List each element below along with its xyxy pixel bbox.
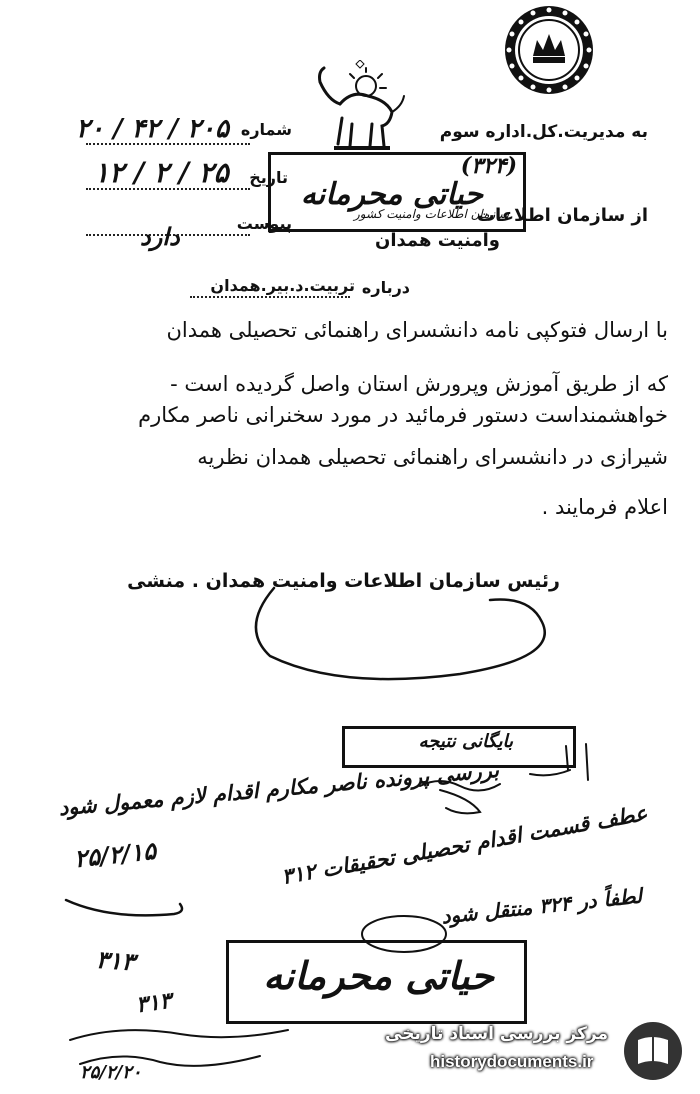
- subject-value: تربیت.د.بیر.همدان: [210, 276, 355, 295]
- stamp-top-number: (۳۲۴): [460, 153, 517, 179]
- confidential-stamp-bottom: [226, 940, 527, 1024]
- attachment-label: پیوست: [236, 214, 292, 233]
- body-line-2: که از طریق آموزش وپرورش استان واصل گردیده است -: [170, 372, 668, 396]
- annotation-note-date: ۲۵/۲/۱۵: [72, 835, 158, 874]
- lion-and-sun-emblem-icon: [312, 60, 408, 152]
- annotation-note-1: بررسی پرونده ناصر مکارم اقدام لازم معمول شود: [58, 756, 501, 821]
- body-line-3: خواهشمنداست دستور فرمائید در مورد سخنرانی ناصر مکارم: [138, 403, 668, 427]
- confidential-stamp-top: [268, 152, 526, 232]
- number-dotted-line: [86, 143, 250, 145]
- annotation-number-bottom-2: ۲۵/۲/۲۰: [80, 1062, 142, 1083]
- royal-seal-icon: [503, 4, 595, 96]
- stamp-top-sub: سازمان اطلاعات وامنیت کشور: [354, 207, 509, 221]
- subject-label: درباره: [361, 278, 410, 297]
- recipient-line: به مدیریت.کل.اداره سوم: [439, 122, 648, 142]
- date-dotted-line: [86, 188, 250, 190]
- watermark-title: مرکز بررسی اسناد تاریخی: [385, 1024, 608, 1044]
- attachment-value: دارد: [140, 222, 180, 251]
- number-value: ۲۰۵ / ۴۲ / ۲۰: [76, 114, 229, 144]
- annotation-note-2: عطف قسمت اقدام تحصیلی تحقیقات ۳۱۲: [279, 800, 650, 889]
- annotation-box-text: بایگانی نتیجه: [418, 731, 513, 752]
- body-line-4: شیرازی در دانشسرای راهنمائی تحصیلی همدان نظریه: [197, 445, 668, 469]
- stamp-bottom-text: حیاتی محرمانه: [263, 953, 494, 998]
- date-value: ۲۵ / ۲ / ۱۲: [94, 156, 229, 189]
- subject-dotted-line: [190, 296, 350, 298]
- number-label: شماره: [240, 120, 292, 139]
- annotation-arrow-scribble: [60, 890, 190, 930]
- signature-scribble: [240, 578, 570, 688]
- sender-line-1: از سازمان اطلاعات: [476, 205, 648, 226]
- annotation-note-3: لطفاً در ۳۲۴ منتقل شود: [439, 883, 643, 929]
- annotation-number-bottom: ۳۱۳: [134, 987, 174, 1019]
- archive-logo-icon: [622, 1020, 684, 1082]
- signature-title: رئیس سازمان اطلاعات وامنیت همدان . منشی: [127, 570, 560, 592]
- annotation-number-left: ۳۱۳: [95, 944, 136, 977]
- stamp-top-text: حیاتی محرمانه: [300, 177, 483, 212]
- watermark-url: historydocuments.ir: [430, 1052, 594, 1071]
- body-line-5: اعلام فرمایند .: [541, 495, 668, 519]
- attachment-dotted-line: [86, 234, 250, 236]
- body-line-1: با ارسال فتوکپی نامه دانشسرای راهنمائی تحصیلی همدان: [166, 318, 668, 342]
- date-label: تاریخ: [249, 168, 288, 187]
- sender-line-2: وامنیت همدان: [375, 230, 500, 251]
